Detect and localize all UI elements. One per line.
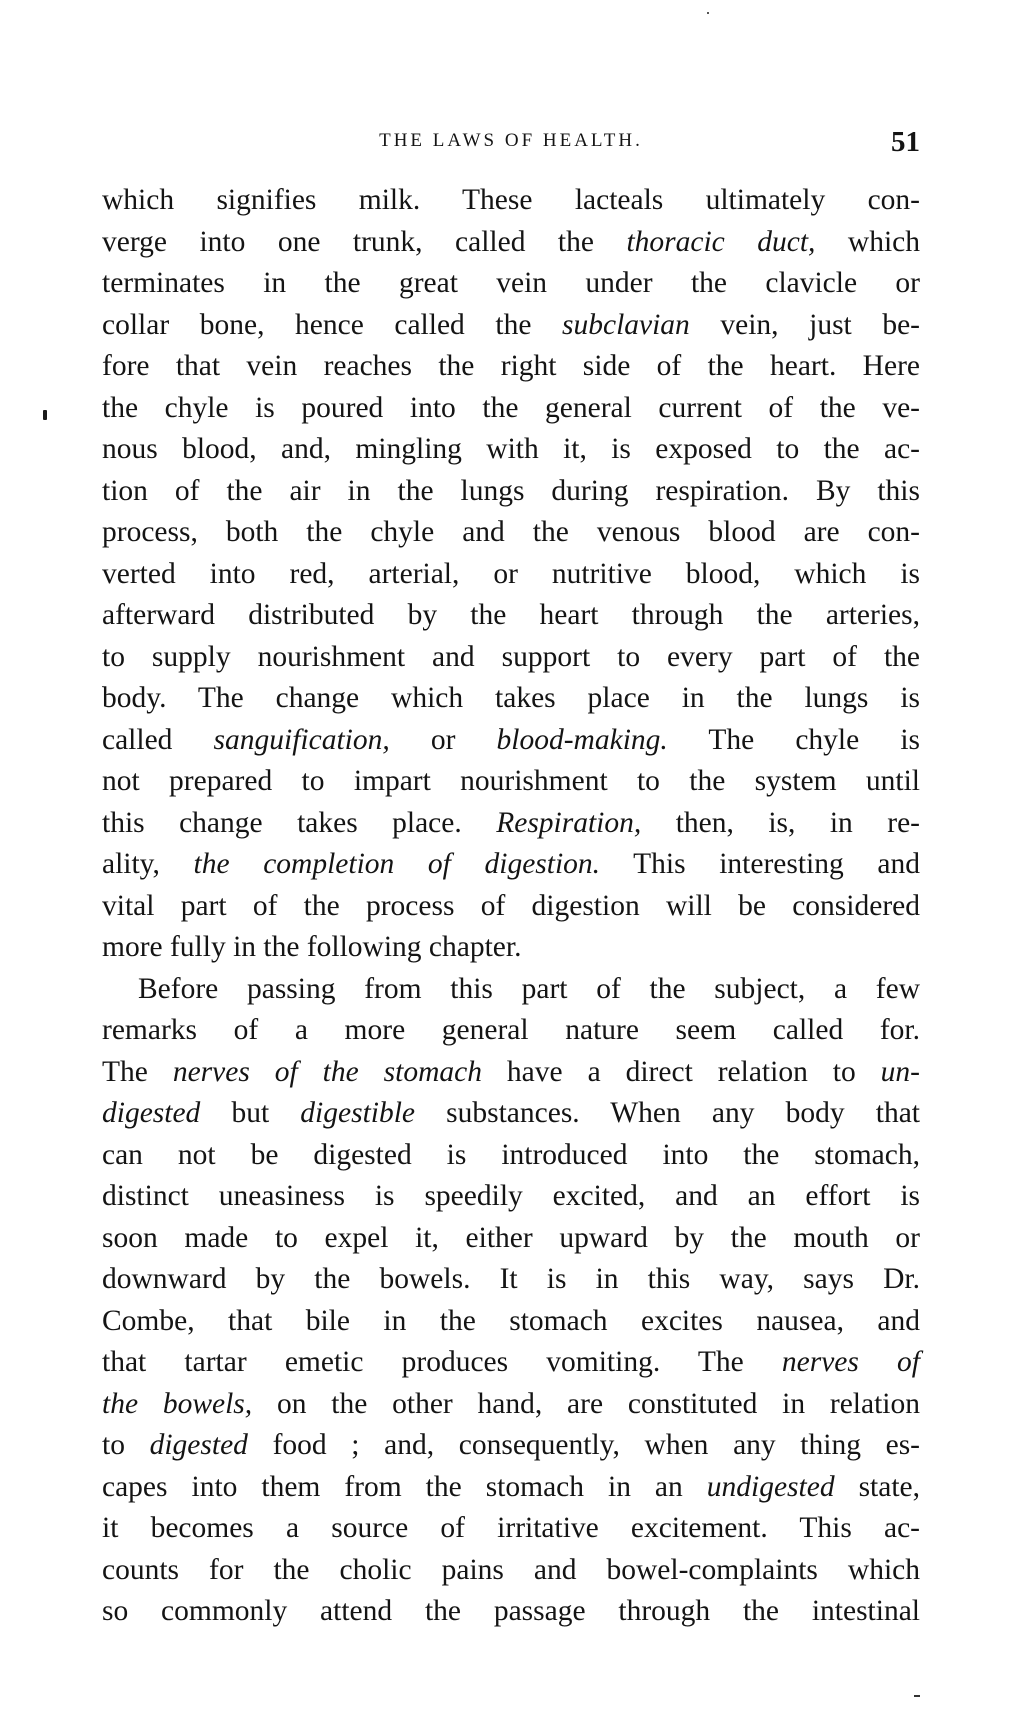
text-run: but — [200, 1097, 301, 1129]
body-text — [102, 180, 920, 1633]
text-run: vital part of the process of digestion will be considered — [102, 889, 920, 922]
italic-phrase: the bowels, — [102, 1387, 253, 1420]
text-run: The — [102, 1055, 173, 1088]
text-run: vein, just be- — [689, 308, 920, 341]
italic-phrase: the completion of digestion. — [193, 848, 601, 880]
text-run: state, — [834, 1470, 920, 1503]
italic-phrase: nerves of the stomach — [172, 1055, 482, 1088]
italic-phrase: digested — [149, 1429, 248, 1461]
text-run: then, is, in re- — [641, 806, 921, 839]
text-run: or — [389, 723, 497, 756]
text-line — [102, 305, 920, 347]
text-run: nous blood, and, mingling with it, is exposed to the ac- — [102, 433, 920, 465]
text-run: more fully in the following chapter. — [102, 931, 522, 963]
text-line — [102, 1550, 920, 1592]
text-line — [102, 346, 920, 388]
text-line — [102, 844, 920, 886]
text-line — [102, 1135, 920, 1177]
italic-phrase: digestible — [300, 1097, 415, 1129]
print-speck — [914, 1695, 920, 1697]
text-run: not prepared to impart nourishment to the system until — [102, 765, 920, 797]
text-run: that tartar emetic produces vomiting. The — [102, 1346, 782, 1378]
text-line — [102, 720, 920, 762]
text-line — [102, 1384, 920, 1426]
text-run: process, both the chyle and the venous blood are con- — [102, 516, 920, 548]
text-line — [102, 222, 920, 264]
text-run: verted into red, arterial, or nutritive blood, which is — [102, 557, 920, 590]
text-run: soon made to expel it, either upward by the mouth or — [102, 1221, 920, 1254]
text-run: counts for the cholic pains and bowel-complaints which — [102, 1553, 920, 1586]
text-run: downward by the bowels. It is in this way, says Dr. — [102, 1263, 920, 1295]
text-run: called — [102, 723, 214, 756]
print-speck — [707, 12, 709, 14]
text-line — [102, 388, 920, 430]
text-line — [102, 637, 920, 679]
text-line — [102, 554, 920, 596]
text-run: capes into them from the stomach in an — [102, 1470, 707, 1503]
italic-phrase: Respiration, — [496, 806, 642, 839]
text-run: this change takes place. — [102, 806, 497, 839]
text-run: afterward distributed by the heart through the arteries, — [102, 599, 920, 631]
text-line — [102, 927, 920, 969]
text-line — [102, 1301, 920, 1343]
text-line — [102, 1467, 920, 1509]
text-line — [102, 886, 920, 928]
text-line — [102, 803, 920, 845]
text-run: Before passing from this part of the subject, a few — [138, 972, 920, 1005]
text-line — [102, 429, 920, 471]
text-run: on the other hand, are constituted in relation — [252, 1387, 920, 1420]
text-run: which — [815, 225, 920, 258]
text-line — [102, 1093, 920, 1135]
text-run: ality, — [102, 848, 194, 880]
text-line — [102, 1218, 920, 1260]
text-run: so commonly attend the passage through the intestinal — [102, 1595, 920, 1627]
italic-phrase: thoracic duct, — [626, 225, 816, 258]
margin-mark — [43, 410, 47, 420]
text-line — [102, 471, 920, 513]
text-line — [102, 512, 920, 554]
text-line — [102, 969, 920, 1011]
italic-phrase: sanguification, — [213, 723, 390, 756]
text-line — [102, 1508, 920, 1550]
text-run: The chyle is — [667, 723, 920, 756]
page-header — [102, 126, 920, 166]
text-run: food ; and, consequently, when any thing es- — [247, 1429, 920, 1461]
text-run: the chyle is poured into the general current of the ve- — [102, 391, 920, 424]
italic-phrase: nerves of — [781, 1346, 921, 1378]
text-run: body. The change which takes place in the lungs is — [102, 682, 920, 714]
italic-phrase: blood-making. — [496, 723, 668, 756]
text-line — [102, 1010, 920, 1052]
text-run: can not be digested is introduced into the stomach, — [102, 1138, 920, 1171]
text-line — [102, 1259, 920, 1301]
text-run: to supply nourishment and support to every part of the — [102, 640, 920, 673]
text-run: remarks of a more general nature seem called for. — [102, 1014, 920, 1046]
text-run: tion of the air in the lungs during respiration. By this — [102, 474, 920, 507]
text-line — [102, 761, 920, 803]
italic-phrase: un- — [880, 1055, 920, 1088]
text-line — [102, 1425, 920, 1467]
text-run: This interesting and — [600, 848, 920, 880]
page-number: 51 — [891, 126, 920, 158]
text-line — [102, 1176, 920, 1218]
text-run: verge into one trunk, called the — [102, 225, 627, 258]
text-run: substances. When any body that — [415, 1097, 920, 1129]
text-line — [102, 1342, 920, 1384]
text-run: Combe, that bile in the stomach excites nausea, and — [102, 1304, 920, 1337]
text-run: to — [102, 1429, 150, 1461]
italic-phrase: subclavian — [562, 308, 690, 341]
text-line — [102, 263, 920, 305]
text-run: it becomes a source of irritative excitement. This ac- — [102, 1512, 920, 1544]
text-run: which signifies milk. These lacteals ultimately con- — [102, 184, 920, 216]
text-run: have a direct relation to — [481, 1055, 881, 1088]
text-line — [102, 678, 920, 720]
text-run: distinct uneasiness is speedily excited, and an effort is — [102, 1180, 920, 1212]
text-run: terminates in the great vein under the clavicle or — [102, 267, 920, 299]
text-run: fore that vein reaches the right side of the heart. Here — [102, 350, 920, 382]
text-line — [102, 180, 920, 222]
text-run: collar bone, hence called the — [102, 308, 562, 341]
italic-phrase: undigested — [706, 1470, 835, 1503]
running-title: THE LAWS OF HEALTH. — [379, 130, 643, 151]
text-line — [102, 1591, 920, 1633]
text-line — [102, 595, 920, 637]
text-line — [102, 1052, 920, 1094]
italic-phrase: digested — [102, 1097, 201, 1129]
